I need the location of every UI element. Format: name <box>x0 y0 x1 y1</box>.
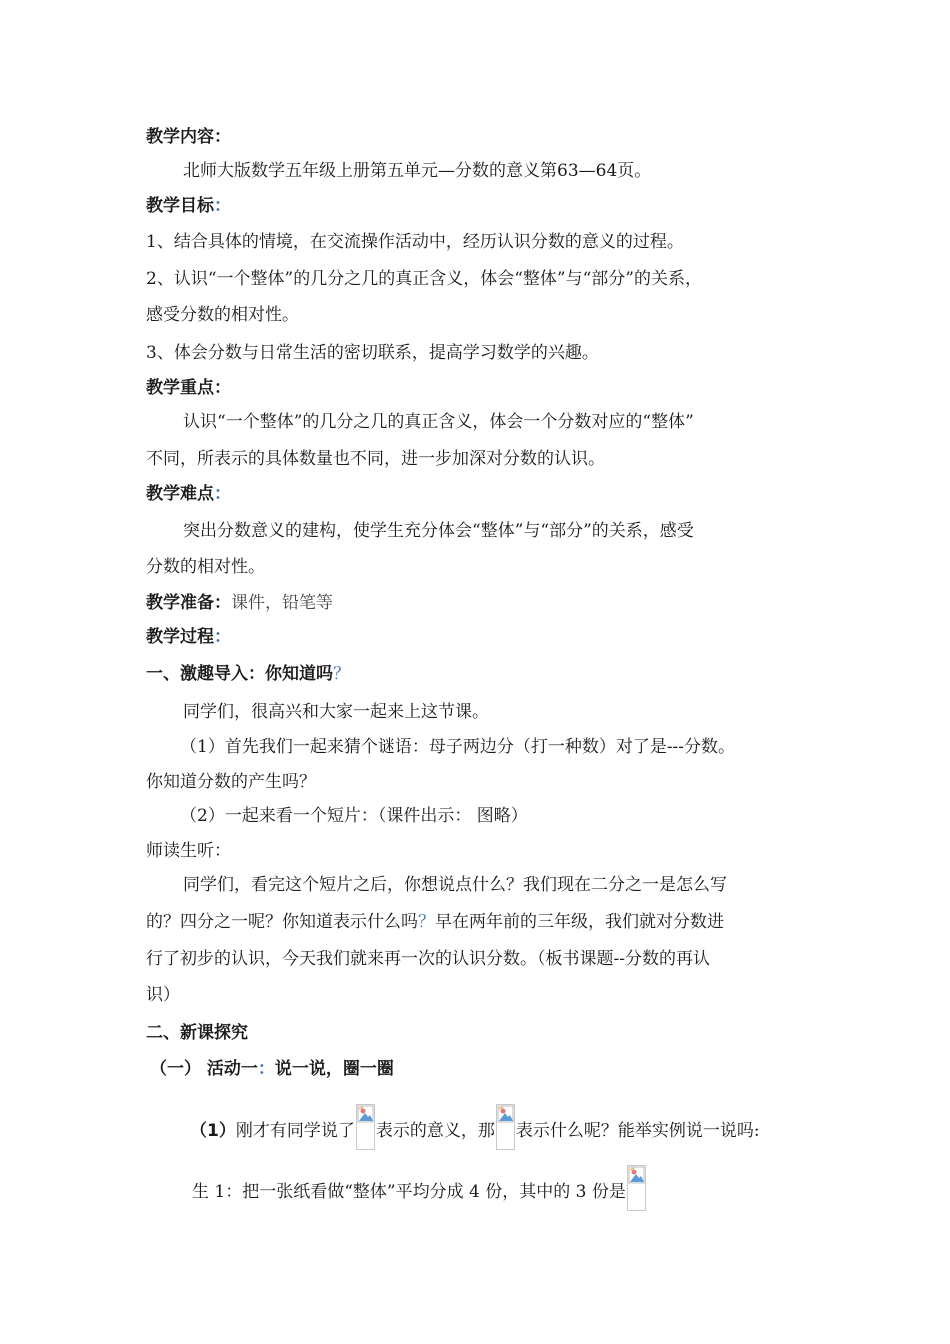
process-heading: 教学过程 <box>146 627 214 647</box>
s1-discussion-line-3: 行了初步的认识，今天我们就来再一次的认识分数。（板书课题--分数的再认 <box>146 949 710 969</box>
difficult-heading-colon: ： <box>214 484 231 504</box>
question-1-line <box>190 1104 880 1150</box>
goals-heading: 教学目标 <box>146 196 214 216</box>
question-1-label: （1） <box>190 1121 236 1141</box>
content-heading-line <box>146 125 836 149</box>
question-1-part-a: 刚才有同学说了 <box>235 1121 355 1141</box>
s1-teacher-reads: 师读生听： <box>146 841 231 861</box>
goals-heading-line <box>146 194 836 218</box>
s1-discussion-part-1: 的？四分之一呢？你知道表示什么吗 <box>146 912 418 932</box>
goal-3: 3、体会分数与日常生活的密切联系，提高学习数学的兴趣。 <box>146 343 599 363</box>
key-line-1: 认识“一个整体”的几分之几的真正含义，体会一个分数对应的“整体” <box>183 412 694 432</box>
section-1-title: 一、激趣导入：你知道吗 <box>146 664 333 684</box>
difficult-line-1: 突出分数意义的建构，使学生充分体会“整体”与“部分”的关系，感受 <box>183 521 694 541</box>
section-1-question-mark: ？ <box>333 664 350 684</box>
question-1-part-c: 表示什么呢？能举实例说一说吗: <box>515 1121 760 1141</box>
fraction-image-icon <box>356 1104 375 1150</box>
prep-text: 课件，铅笔等 <box>231 593 333 613</box>
s1-paragraph-1: 同学们，很高兴和大家一起来上这节课。 <box>183 702 489 722</box>
difficult-line-2: 分数的相对性。 <box>146 557 265 577</box>
difficult-heading: 教学难点 <box>146 484 214 504</box>
s1-discussion-line-1: 同学们，看完这个短片之后，你想说点什么？我们现在二分之一是怎么写 <box>183 875 727 895</box>
process-heading-colon: ： <box>214 627 231 647</box>
goal-1: 1、结合具体的情境，在交流操作活动中，经历认识分数的意义的过程。 <box>146 232 684 252</box>
s1-riddle-line-1: （1）首先我们一起来猜个谜语：母子两边分（打一种数）对了是---分数。 <box>180 737 736 757</box>
activity-1-prefix: （一） 活动一 <box>150 1059 258 1079</box>
s1-riddle-line-2: 你知道分数的产生吗？ <box>146 772 316 792</box>
s1-discussion-question-mark: ？ <box>418 912 435 932</box>
s1-video-line: （2）一起来看一个短片：（课件出示： 图略） <box>180 806 528 826</box>
s1-discussion-part-2: 早在两年前的三年级，我们就对分数进 <box>435 912 724 932</box>
fraction-image-icon <box>496 1104 515 1150</box>
student-1-answer: 生 1：把一张纸看做“整体”平均分成 4 份，其中的 3 份是 <box>192 1182 626 1202</box>
goal-2-line-1: 2、认识“一个整体”的几分之几的真正含义，体会“整体”与“部分”的关系， <box>146 269 702 289</box>
goal-2-line-2: 感受分数的相对性。 <box>146 305 299 325</box>
s1-discussion-line-2 <box>146 910 836 934</box>
prep-line <box>146 591 836 615</box>
content-heading-colon: ： <box>214 127 231 147</box>
s1-discussion-line-4: 识） <box>146 985 180 1005</box>
prep-heading: 教学准备 <box>146 593 214 613</box>
activity-1-title: 说一说，圈一圈 <box>274 1059 394 1079</box>
section-1-title-line <box>146 662 836 686</box>
process-heading-line <box>146 625 836 649</box>
key-heading-line <box>146 376 836 400</box>
activity-1-line <box>150 1057 840 1081</box>
goals-heading-colon: ： <box>214 196 231 216</box>
question-1-part-b: 表示的意义，那 <box>375 1121 495 1141</box>
difficult-heading-line <box>146 482 836 506</box>
key-line-2: 不同，所表示的具体数量也不同，进一步加深对分数的认识。 <box>146 449 605 469</box>
key-heading: 教学重点 <box>146 378 214 398</box>
activity-1-colon: ： <box>257 1059 275 1079</box>
fraction-image-icon <box>627 1165 646 1211</box>
prep-heading-colon: ： <box>214 593 231 613</box>
content-heading: 教学内容 <box>146 127 214 147</box>
student-1-answer-line <box>192 1165 882 1211</box>
key-heading-colon: ： <box>214 378 231 398</box>
content-text: 北师大版数学五年级上册第五单元—分数的意义第63—64页。 <box>183 161 652 181</box>
section-2-title: 二、新课探究 <box>146 1023 248 1043</box>
